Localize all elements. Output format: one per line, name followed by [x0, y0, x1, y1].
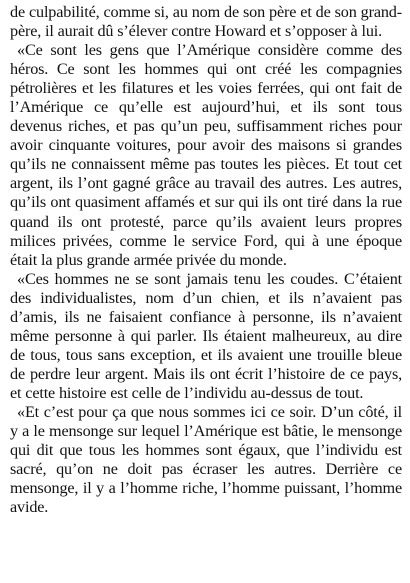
paragraph-3: «Ces hommes ne se sont jamais tenu les coudes. C’étaient des individualistes, nom d’un chien, et ils n’avaient pas d’amis, ils ne faisaient confiance à personne, ils n’avaient même personne à qui parler. Ils étaient malheureux, au dire de tous, tous sans exception, et ils avaient une trouille bleue de perdre leur argent. Mais ils ont écrit l’histoire de ce pays, et cette histoire est celle de l’individu au-dessus de tout.: [10, 269, 402, 402]
paragraph-4: «Et c’est pour ça que nous sommes ici ce soir. D’un côté, il y a le mensonge sur lequel l’Amérique est bâtie, le mensonge qui dit que tous les hommes sont égaux, que l’individu est sacré, qu’on ne doit pas écraser les autres. Derrière ce mensonge, il y a l’homme riche, l’homme puissant, l’homme avide.: [10, 402, 402, 517]
paragraph-2: «Ce sont les gens que l’Amérique considère comme des héros. Ce sont les hommes qui ont créé les compagnies pétrolières et les filatures et les voies ferrées, qui ont fait de l’Amérique ce qu’elle est aujourd’hui, et ils sont tous devenus riches, et pas qu’un peu, suffisamment riches pour avoir cinquante voitures, pour avoir des maisons si grandes qu’ils ne connaissent même pas toutes les pièces. Et tout cet argent, ils l’ont gagné grâce au travail des autres. Les autres, qu’ils ont quasiment affamés et sur qui ils ont tiré dans la rue quand ils ont protesté, parce qu’ils avaient leurs propres milices privées, comme le service Ford, qui à une époque était la plus grande armée privée du monde.: [10, 41, 402, 269]
paragraph-1: de culpabilité, comme si, au nom de son père et de son grand-père, il aurait dû s’élever contre Howard et s’opposer à lui.: [10, 3, 402, 41]
